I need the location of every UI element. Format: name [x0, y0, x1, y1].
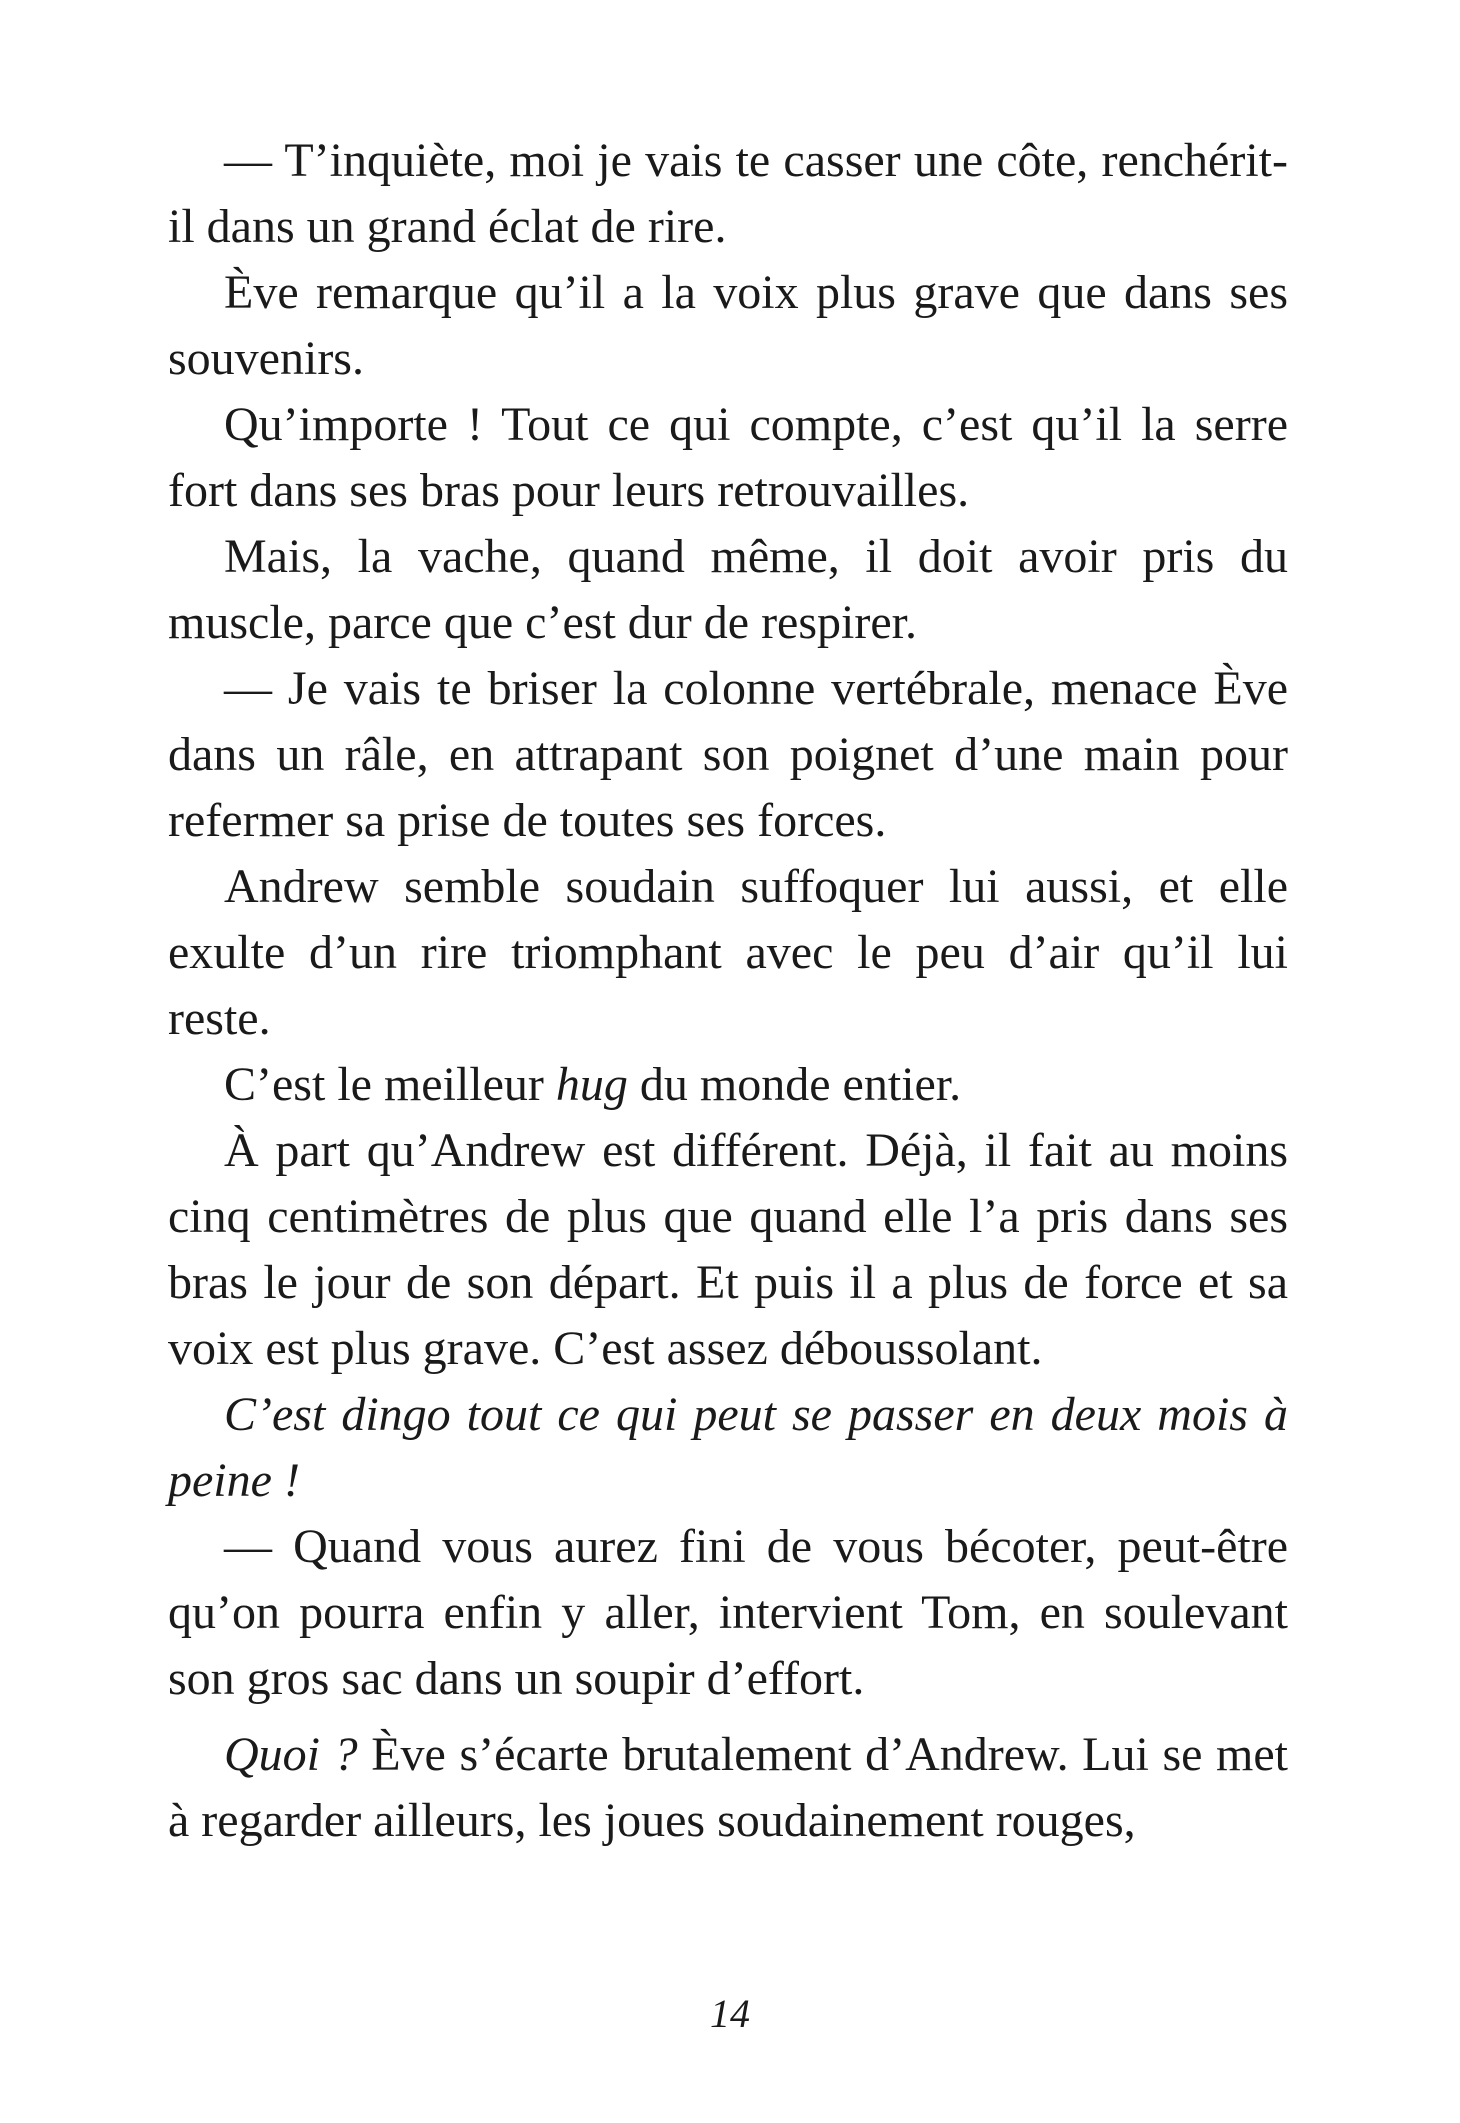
paragraph: Ève remarque qu’il a la voix plus grave que dans ses souvenirs.	[168, 266, 1288, 385]
paragraph: Andrew semble soudain suffoquer lui aussi, et elle exulte d’un rire triomphant avec le peu d’air qu’il lui reste.	[168, 860, 1288, 1045]
paragraph	[168, 1052, 1288, 1118]
paragraph	[168, 1722, 1288, 1854]
paragraph-text: du monde entier.	[627, 1058, 962, 1111]
paragraph: Qu’importe ! Tout ce qui compte, c’est qu’il la serre fort dans ses bras pour leurs retrouvailles.	[168, 398, 1288, 517]
page-number: 14	[710, 1991, 750, 2036]
paragraph-text: Ève s’écarte brutalement d’Andrew. Lui se met à regarder ailleurs, les joues soudainement rouges,	[168, 1728, 1289, 1847]
paragraph-italic-word: Quoi ?	[224, 1728, 358, 1781]
paragraph: — Je vais te briser la colonne vertébrale, menace Ève dans un râle, en attrapant son poignet d’une main pour refermer sa prise de toutes ses forces.	[168, 662, 1288, 847]
paragraph: — Quand vous aurez fini de vous bécoter, peut-être qu’on pourra enfin y aller, intervient Tom, en soulevant son gros sac dans un soupir d’effort.	[168, 1520, 1288, 1705]
paragraph: — T’inquiète, moi je vais te casser une côte, renchérit-il dans un grand éclat de rire.	[168, 134, 1288, 253]
paragraph: À part qu’Andrew est différent. Déjà, il fait au moins cinq centimètres de plus que quand elle l’a pris dans ses bras le jour de son départ. Et puis il a plus de force et sa voix est plus grave. C’est assez déboussolant.	[168, 1124, 1288, 1375]
paragraph-text: C’est le meilleur	[224, 1058, 556, 1111]
paragraph-italic: C’est dingo tout ce qui peut se passer en deux mois à peine !	[168, 1388, 1288, 1507]
paragraph-italic-word: hug	[555, 1058, 628, 1111]
page-body	[168, 128, 1288, 1854]
paragraph: Mais, la vache, quand même, il doit avoir pris du muscle, parce que c’est dur de respirer.	[168, 530, 1288, 649]
